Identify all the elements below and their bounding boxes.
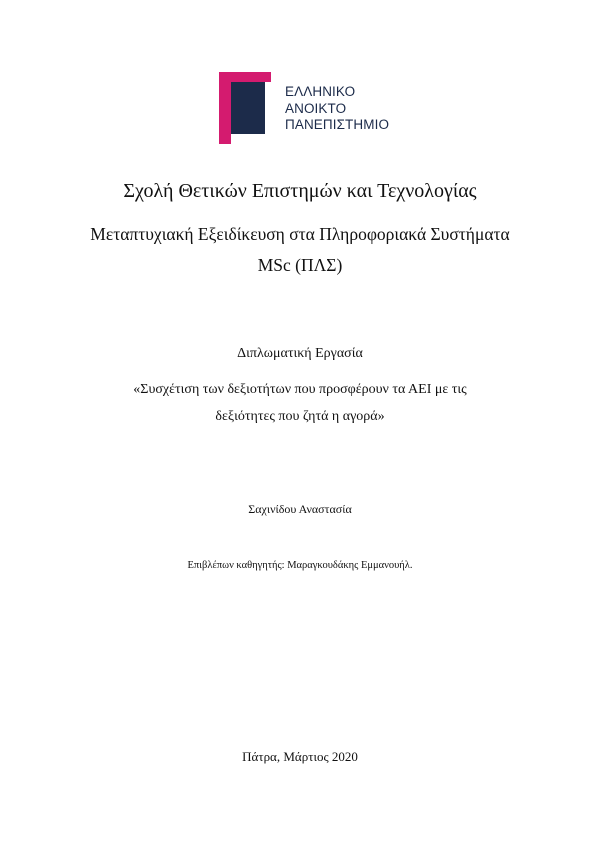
thesis-type: Διπλωματική Εργασία <box>237 346 363 361</box>
author-name: Σαχινίδου Αναστασία <box>248 502 352 516</box>
supervisor-line: Επιβλέπων καθηγητής: Μαραγκουδάκης Εμμανουήλ. <box>187 560 413 571</box>
place-and-date: Πάτρα, Μάρτιος 2020 <box>242 749 358 764</box>
program-name: Μεταπτυχιακή Εξειδίκευση στα Πληροφοριακά Συστήματα <box>90 224 510 244</box>
school-name: Σχολή Θετικών Επιστημών και Τεχνολογίας <box>123 180 477 202</box>
university-logo <box>219 72 409 144</box>
logo-wordmark <box>285 84 389 134</box>
logo-line-3: ΠΑΝΕΠΙΣΤΗΜΙΟ <box>285 117 390 132</box>
logo-line-1: ΕΛΛΗΝΙΚΟ <box>285 84 356 99</box>
thesis-title-line-1: «Συσχέτιση των δεξιοτήτων που προσφέρουν τα ΑΕΙ με τις <box>133 382 467 397</box>
degree-name: MSc (ΠΛΣ) <box>257 255 343 275</box>
logo-line-2: ΑΝΟΙΚΤΟ <box>285 100 347 116</box>
thesis-title-line-2: δεξιότητες που ζητά η αγορά» <box>215 409 385 424</box>
logo-emblem-icon <box>219 72 283 144</box>
